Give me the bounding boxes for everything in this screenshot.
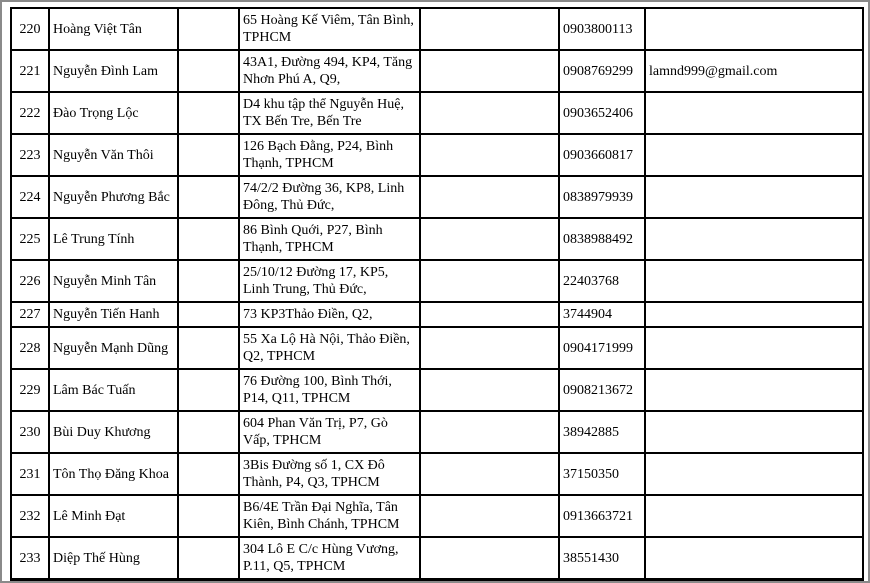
email-cell: [645, 495, 863, 537]
row-number-cell: 223: [11, 134, 49, 176]
table-row: [11, 176, 863, 218]
phone-cell: 0913663721: [559, 495, 645, 537]
address-cell: B6/4E Trần Đại Nghĩa, Tân Kiên, Bình Chánh, TPHCM: [239, 495, 420, 537]
blank-cell-1: [178, 50, 239, 92]
row-number-cell: 228: [11, 327, 49, 369]
name-cell: Nguyễn Đình Lam: [49, 50, 178, 92]
row-number-cell: 232: [11, 495, 49, 537]
row-number-cell: 222: [11, 92, 49, 134]
blank-cell-2: [420, 134, 559, 176]
name-cell: Lê Minh Đạt: [49, 495, 178, 537]
row-number-cell: 230: [11, 411, 49, 453]
email-cell: [645, 92, 863, 134]
row-number-cell: 220: [11, 8, 49, 50]
address-cell: 25/10/12 Đường 17, KP5, Linh Trung, Thủ Đức,: [239, 260, 420, 302]
blank-cell-1: [178, 537, 239, 580]
blank-cell-1: [178, 302, 239, 327]
email-cell: [645, 302, 863, 327]
table-row: [11, 134, 863, 176]
phone-cell: 38551430: [559, 537, 645, 580]
phone-cell: 0838988492: [559, 218, 645, 260]
blank-cell-2: [420, 92, 559, 134]
blank-cell-1: [178, 92, 239, 134]
address-cell: 76 Đường 100, Bình Thới, P14, Q11, TPHCM: [239, 369, 420, 411]
blank-cell-2: [420, 260, 559, 302]
blank-cell-2: [420, 537, 559, 580]
email-cell: [645, 453, 863, 495]
blank-cell-1: [178, 176, 239, 218]
name-cell: Nguyễn Phương Bắc: [49, 176, 178, 218]
row-number-cell: 221: [11, 50, 49, 92]
phone-cell: 3744904: [559, 302, 645, 327]
table-row: [11, 453, 863, 495]
blank-cell-2: [420, 218, 559, 260]
row-number-cell: 231: [11, 453, 49, 495]
email-cell: [645, 8, 863, 50]
blank-cell-1: [178, 495, 239, 537]
blank-cell-1: [178, 218, 239, 260]
address-cell: 304 Lô E C/c Hùng Vương, P.11, Q5, TPHCM: [239, 537, 420, 580]
email-cell: [645, 260, 863, 302]
blank-cell-1: [178, 8, 239, 50]
name-cell: Lâm Bác Tuấn: [49, 369, 178, 411]
phone-cell: 0908213672: [559, 369, 645, 411]
address-cell: 65 Hoàng Kế Viêm, Tân Bình, TPHCM: [239, 8, 420, 50]
table-row: [11, 260, 863, 302]
table-row: [11, 537, 863, 580]
table-row: [11, 495, 863, 537]
table-row: [11, 369, 863, 411]
table-row: [11, 50, 863, 92]
email-cell: [645, 327, 863, 369]
blank-cell-2: [420, 411, 559, 453]
email-cell: [645, 134, 863, 176]
blank-cell-1: [178, 411, 239, 453]
blank-cell-2: [420, 495, 559, 537]
name-cell: Tôn Thọ Đăng Khoa: [49, 453, 178, 495]
name-cell: Nguyễn Văn Thôi: [49, 134, 178, 176]
phone-cell: 0903652406: [559, 92, 645, 134]
phone-cell: 0908769299: [559, 50, 645, 92]
blank-cell-1: [178, 327, 239, 369]
row-number-cell: 224: [11, 176, 49, 218]
email-cell: lamnd999@gmail.com: [645, 50, 863, 92]
address-cell: 43A1, Đường 494, KP4, Tăng Nhơn Phú A, Q9,: [239, 50, 420, 92]
address-cell: D4 khu tập thể Nguyễn Huệ, TX Bến Tre, Bến Tre: [239, 92, 420, 134]
name-cell: Hoàng Việt Tân: [49, 8, 178, 50]
name-cell: Bùi Duy Khương: [49, 411, 178, 453]
address-cell: 74/2/2 Đường 36, KP8, Linh Đông, Thủ Đức,: [239, 176, 420, 218]
blank-cell-2: [420, 176, 559, 218]
blank-cell-2: [420, 50, 559, 92]
blank-cell-2: [420, 302, 559, 327]
name-cell: Diệp Thế Hùng: [49, 537, 178, 580]
table-row: [11, 218, 863, 260]
address-cell: 73 KP3Thảo Điền, Q2,: [239, 302, 420, 327]
name-cell: Nguyễn Minh Tân: [49, 260, 178, 302]
email-cell: [645, 176, 863, 218]
row-number-cell: 226: [11, 260, 49, 302]
phone-cell: 0903800113: [559, 8, 645, 50]
contact-table: [10, 7, 864, 581]
blank-cell-2: [420, 369, 559, 411]
name-cell: Đào Trọng Lộc: [49, 92, 178, 134]
blank-cell-1: [178, 134, 239, 176]
address-cell: 604 Phan Văn Trị, P7, Gò Vấp, TPHCM: [239, 411, 420, 453]
blank-cell-2: [420, 327, 559, 369]
row-number-cell: 229: [11, 369, 49, 411]
email-cell: [645, 369, 863, 411]
blank-cell-1: [178, 369, 239, 411]
address-cell: 55 Xa Lộ Hà Nội, Thảo Điền, Q2, TPHCM: [239, 327, 420, 369]
phone-cell: 0904171999: [559, 327, 645, 369]
address-cell: 3Bis Đường số 1, CX Đô Thành, P4, Q3, TPHCM: [239, 453, 420, 495]
table-row: [11, 327, 863, 369]
phone-cell: 0838979939: [559, 176, 645, 218]
phone-cell: 38942885: [559, 411, 645, 453]
table-row: [11, 411, 863, 453]
email-cell: [645, 218, 863, 260]
phone-cell: 0903660817: [559, 134, 645, 176]
email-cell: [645, 537, 863, 580]
address-cell: 126 Bạch Đằng, P24, Bình Thạnh, TPHCM: [239, 134, 420, 176]
row-number-cell: 227: [11, 302, 49, 327]
blank-cell-2: [420, 453, 559, 495]
email-cell: [645, 411, 863, 453]
blank-cell-1: [178, 260, 239, 302]
table-row: [11, 302, 863, 327]
address-cell: 86 Bình Quới, P27, Bình Thạnh, TPHCM: [239, 218, 420, 260]
name-cell: Nguyễn Mạnh Dũng: [49, 327, 178, 369]
blank-cell-2: [420, 8, 559, 50]
name-cell: Nguyễn Tiến Hanh: [49, 302, 178, 327]
table-body: [11, 8, 863, 580]
table-row: [11, 92, 863, 134]
table-row: [11, 8, 863, 50]
phone-cell: 37150350: [559, 453, 645, 495]
blank-cell-1: [178, 453, 239, 495]
phone-cell: 22403768: [559, 260, 645, 302]
name-cell: Lê Trung Tính: [49, 218, 178, 260]
row-number-cell: 225: [11, 218, 49, 260]
row-number-cell: 233: [11, 537, 49, 580]
